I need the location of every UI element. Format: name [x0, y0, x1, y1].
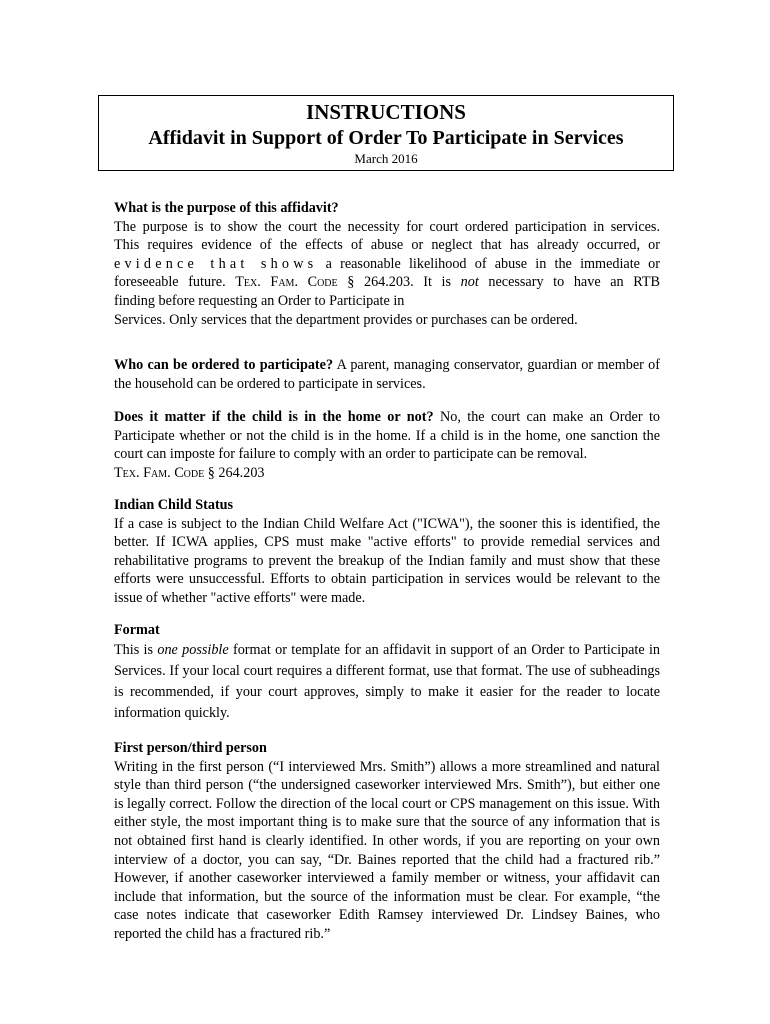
emphasis-text: not	[460, 274, 479, 291]
section-heading: Format	[114, 622, 160, 638]
paragraph-text: No, the court can make an Order to Participate whether or not the child is in the home. If a child is in the home, one sanction the court can imposte for failure to comply with an order to participate can be removal.	[114, 409, 660, 463]
section-first-third-person	[114, 739, 660, 944]
paragraph	[114, 408, 660, 464]
code-section: § 264.203	[204, 464, 265, 481]
paragraph-text: Writing in the first person (“I interviewed Mrs. Smith”) allows a more streamlined and natural style than third person (“the undersigned caseworker interviewed Mrs. Smith”), but either one is legally correct. Follow the direction of the local court or CPS management on this issue. With either style, the most important thing is to make sure that the source of any information that is not obtained first hand is clearly identified. In other words, if you are reporting on your own interview of a doctor, you can say, “Dr. Baines reported that the child had a fractured rib.” However, if another caseworker interviewed a family member or witness, your affidavit can include that information, but the source of the information must be clear. For example, “the case notes indicate that caseworker Edith Ramsey interviewed Dr. Lindsey Baines, who reported the child has a fractured rib.”	[114, 758, 660, 942]
section-heading: Who can be ordered to participate?	[114, 357, 334, 373]
section-purpose	[114, 199, 660, 329]
code-reference	[114, 464, 660, 483]
code-citation: Tex. Fam. Code	[235, 274, 338, 291]
document-title: INSTRUCTIONS	[306, 100, 466, 124]
section-home	[114, 408, 660, 482]
section-format	[114, 621, 660, 725]
paragraph-line: This requires evidence of the effects of abuse or neglect that has already occurred, or	[114, 237, 660, 254]
text-run: format or template for an affidavit in support of an Order to Participate in Services. If your local court requires a different format, use that format. The use of subheadings is recommended, if your court approves, simply to make it easier for the reader to locate information quickly.	[114, 641, 661, 722]
text-run: § 264.203. It is	[337, 274, 461, 291]
text-run: a reasonable likelihood of abuse in the immediate or	[317, 255, 660, 272]
paragraph-text: If a case is subject to the Indian Child Welfare Act ("ICWA"), the sooner this is identified, the better. If ICWA applies, CPS must make "active efforts" to provide remedial services and rehabilitative programs to prevent the breakup of the Indian family and must show that these efforts were unsuccessful. Efforts to obtain participation in services would be relevant to the issue of whether "active efforts" were made.	[114, 515, 660, 606]
section-heading: Indian Child Status	[114, 497, 234, 513]
paragraph	[114, 356, 660, 393]
paragraph-text: A parent, managing conservator, guardian or member of the household can be ordered to participate in services.	[114, 357, 660, 392]
paragraph	[114, 640, 660, 725]
section-heading: Does it matter if the child is in the home or not?	[114, 409, 434, 425]
text-run: necessary to have an RTB	[478, 274, 660, 291]
code-citation: Tex. Fam. Code	[114, 464, 205, 481]
text-run: foreseeable future.	[114, 274, 236, 291]
document-subtitle: Affidavit in Support of Order To Participate in Services	[148, 127, 624, 149]
document-date: March 2016	[354, 151, 418, 166]
paragraph-line: The purpose is to show the court the necessity for court ordered participation in services.	[114, 218, 660, 235]
section-indian-child-status	[114, 496, 660, 608]
spaced-text: evidence that shows	[114, 255, 318, 272]
paragraph-line	[114, 255, 660, 274]
emphasis-text: one possible	[157, 641, 229, 658]
paragraph-line: finding before requesting an Order to Participate in	[114, 292, 405, 309]
paragraph-line: Services. Only services that the department provides or purchases can be ordered.	[114, 311, 578, 328]
section-heading: What is the purpose of this affidavit?	[114, 200, 339, 216]
text-run: This is	[114, 641, 158, 658]
section-who	[114, 356, 660, 393]
header-box	[98, 95, 674, 171]
paragraph-line	[114, 273, 660, 292]
section-heading: First person/third person	[114, 740, 267, 756]
